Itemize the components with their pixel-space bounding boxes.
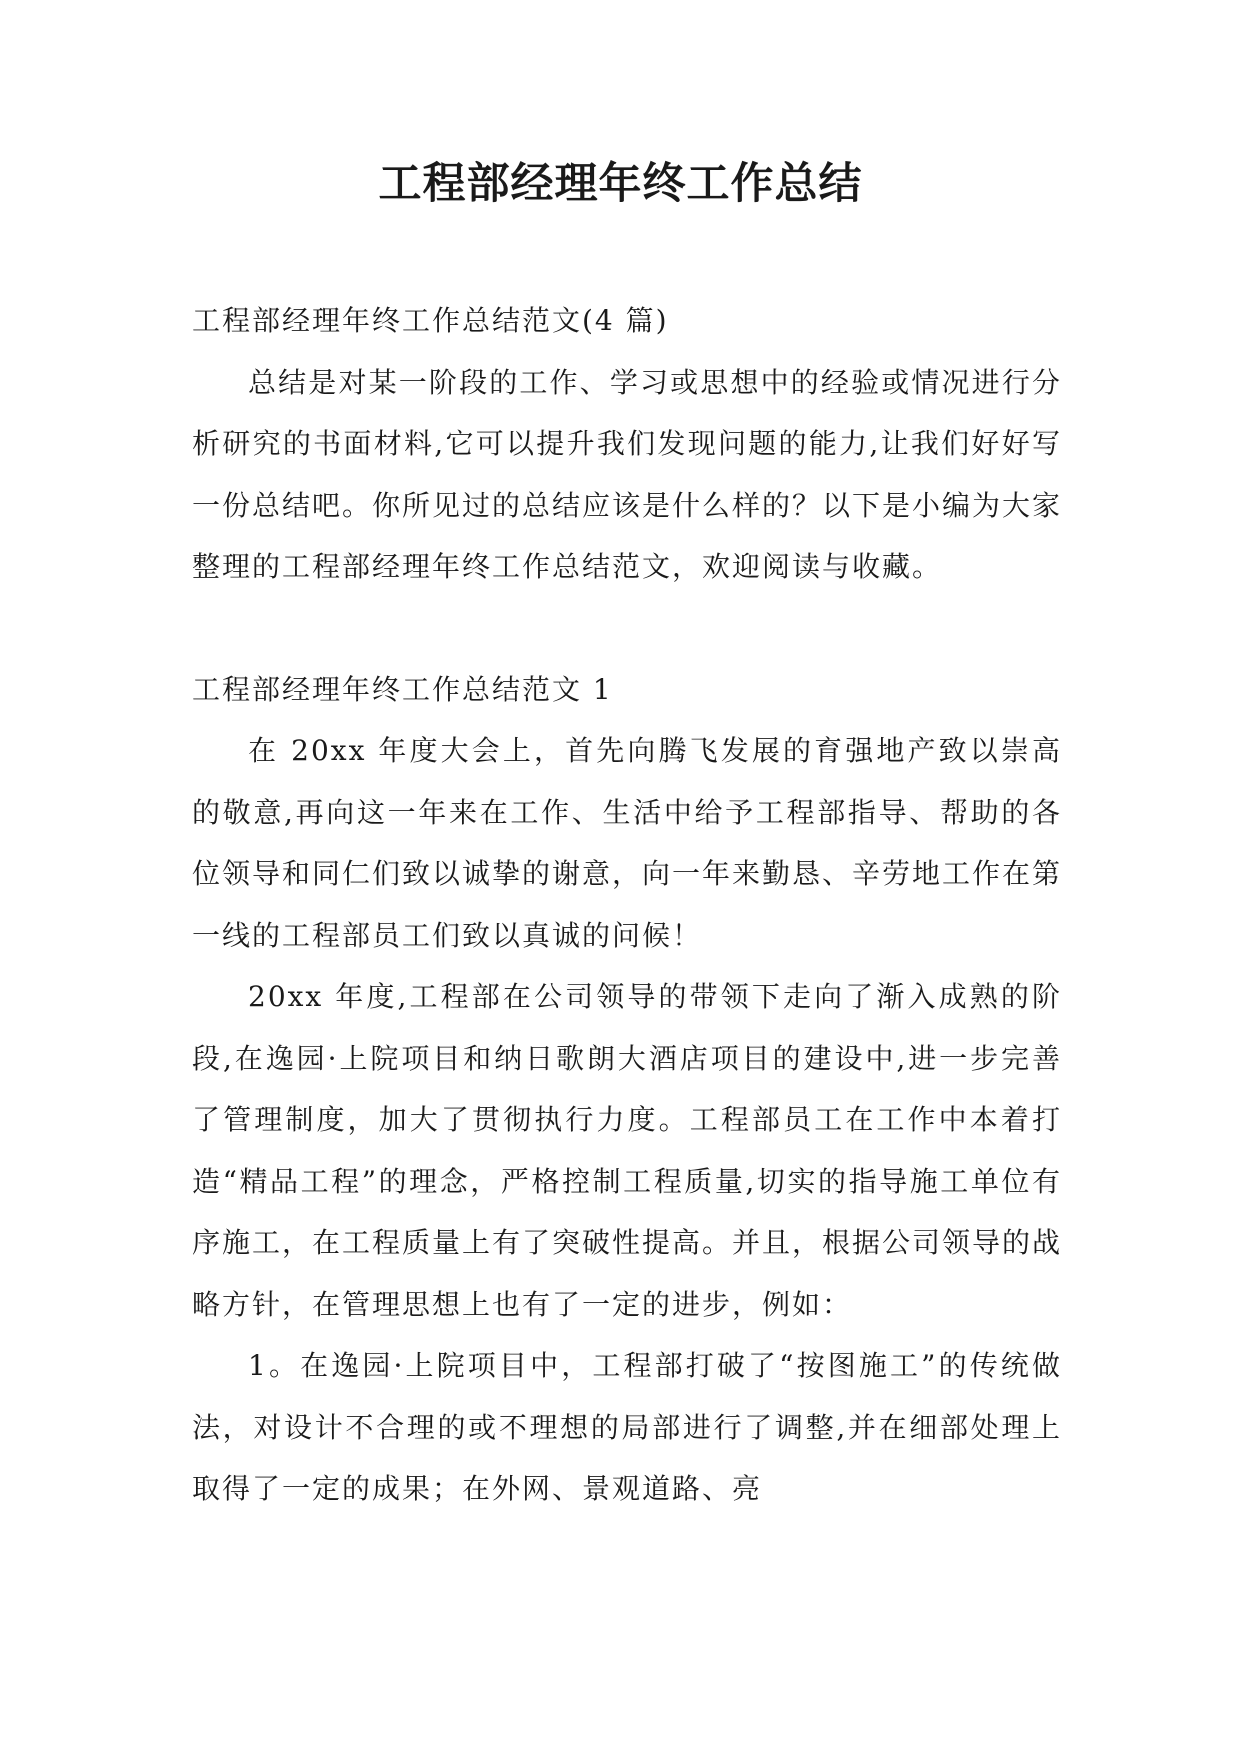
document-subtitle: 工程部经理年终工作总结范文(4 篇)	[192, 304, 669, 337]
body-paragraph: 1。在逸园·上院项目中，工程部打破了“按图施工”的传统做法，对设计不合理的或不理想的局部进行了调整,并在细部处理上取得了一定的成果；在外网、景观道路、亮	[192, 1349, 1062, 1505]
body-paragraph: 在 20xx 年度大会上，首先向腾飞发展的育强地产致以崇高的敬意,再向这一年来在工作、生活中给予工程部指导、帮助的各位领导和同仁们致以诚挚的谢意，向一年来勤恳、辛劳地工作在第一线的工程部员工们致以真诚的问候！	[192, 734, 1063, 952]
document-body	[192, 290, 1062, 1520]
section-heading: 工程部经理年终工作总结范文 1	[192, 672, 613, 706]
intro-paragraph: 总结是对某一阶段的工作、学习或思想中的经验或情况进行分析研究的书面材料,它可以提升我们发现问题的能力,让我们好好写一份总结吧。你所见过的总结应该是什么样的？以下是小编为大家整理的工程部经理年终工作总结范文，欢迎阅读与收藏。	[192, 365, 1063, 583]
body-paragraph: 20xx 年度,工程部在公司领导的带领下走向了渐入成熟的阶段,在逸园·上院项目和纳日歌朗大酒店项目的建设中,进一步完善了管理制度，加大了贯彻执行力度。工程部员工在工作中本着打造“精品工程”的理念，严格控制工程质量,切实的指导施工单位有序施工，在工程质量上有了突破性提高。并且，根据公司领导的战略方针，在管理思想上也有了一定的进步，例如：	[192, 980, 1063, 1321]
document-title: 工程部经理年终工作总结	[378, 159, 863, 209]
